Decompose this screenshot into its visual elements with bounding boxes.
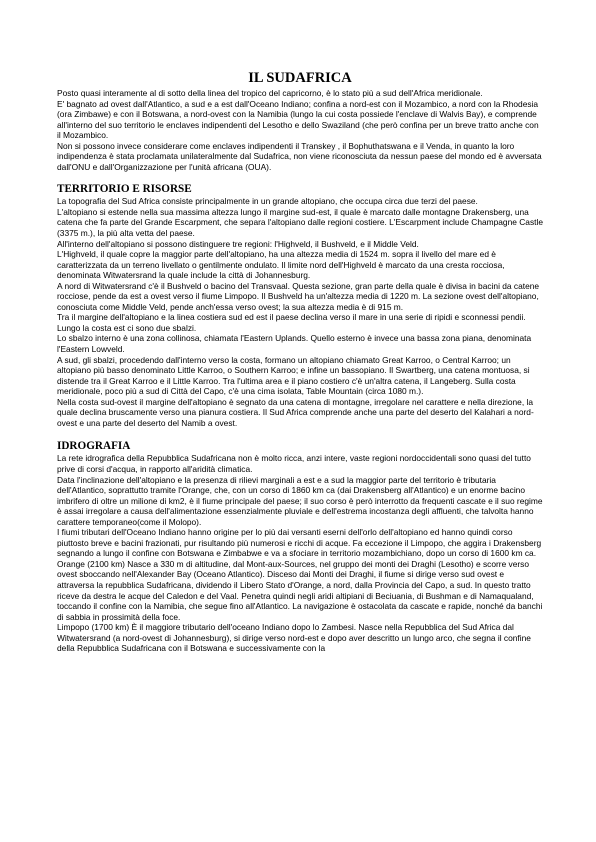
body-paragraph: La topografia del Sud Africa consiste principalmente in un grande altopiano, che occupa circa due terzi del paese. [57,196,478,207]
intro-paragraph: Posto quasi interamente al di sotto della linea del tropico del capricorno, è lo stato più a sud dell'Africa meridionale. [57,88,483,98]
territory-section [57,183,543,428]
body-paragraph: La rete idrografica della Repubblica Sudafricana non è molto ricca, anzi intere, vaste regioni nordoccidentali sono quasi del tutto prive di corsi d'acqua, in rapporto all'aridità climatica. [57,453,531,474]
hydrography-section [57,440,543,653]
body-paragraph: Lo sbalzo interno è una zona collinosa, chiamata l'Eastern Uplands. Quello esterno è invece una bassa zona piana, denominata l'Eastern Lowveld. [57,333,532,355]
intro-paragraph: Non si possono invece considerare come enclaves indipendenti il Transkey , il Bophuthatswana e il Venda, in quanto la loro indipendenza è stata proclamata unilateralmente dal Sudafrica, non viene riconosciuta da nessun paese del mondo ed è avversata dall'ONU e dall'Organizzazione per l'unità africana (OUA). [57,140,542,172]
section-heading-idrografia: IDROGRAFIA [57,440,131,453]
body-paragraph: I fiumi tributari dell'Oceano Indiano hanno origine per lo più dai versanti eserni dell'orlo dell'altopiano ed hanno quindi corso piuttosto breve e bacini frazionati, pur risultando più numerosi e ricchi di acque. Fa eccezione il Limpopo, che aggira i Drakensberg segnando a lungo il confine con Botswana e Zimbabwe e va a sfociare in territorio mozambichiano, dopo un corso di 1600 km ca. Orange (2100 km) Nasce a 330 m di altitudine, dal Mont-aux-Sources, nel gruppo dei monti dei Draghi (Lesotho) e scorre verso ovest sboccando nell'Alexander Bay (Oceano Atlantico). Disceso dai Monti dei Draghi, il fiume si dirige verso sud ovest e attraversa la repubblica Sudafricana, dividendo il Libero Stato d'Orange, a nord, dalla Provincia del Capo, a sud. In questo tratto riceve da destra le acque del Caledon e del Vaal. Penetra quindi negli aridi altipiani di Beciuania, di Bushman e di Namaqualand, toccando il confine con la Namibia, che segue fino all'Atlantico. La navigazione è ostacolata da cascate e rapide, nonché da banchi di sabbia in prossimità della foce. [57,527,543,622]
intro-section [57,88,543,172]
body-paragraph: All'interno dell'altopiano si possono distinguere tre regioni: l'Highveld, il Bushveld, e il Middle Veld. [57,238,419,249]
body-paragraph: Nella costa sud-ovest il margine dell'altopiano è segnato da una catena di montagne, irregolare nel carattere e nella direzione, la quale declina bruscamente verso una pianura costiera. Il Sud Africa comprende anche una parte del deserto del Kalahari a nord-ovest e una parte del deserto del Namib a ovest. [57,396,534,428]
intro-paragraph: E' bagnato ad ovest dall'Atlantico, a sud e a est dall'Oceano Indiano; confina a nord-est con il Mozambico, a nord con la Rhodesia (ora Zimbawe) e con il Botswana, a nord-ovest con la Namibia (lungo la cui costa possiede l'enclave di Walvis Bay), e comprende all'interno del suo territorio le enclaves indipendenti del Lesotho e dello Swaziland (che però confina per un breve tratto anche con il Mozambico. [57,98,539,141]
document-page [57,70,543,654]
body-paragraph: Tra il margine dell'altopiano e la linea costiera sud ed est il paese declina verso il mare in una serie di ripidi e sconnessi pendii. Lungo la costa est ci sono due sbalzi. [57,312,526,333]
body-paragraph: L'Highveld, il quale copre la maggior parte dell'altopiano, ha una altezza media di 1524 m. sopra il livello del mare ed è caratterizzata da un terreno livellato o gentilmente ondulato. Il limite nord dell'Highveld è marcato da una cresta rocciosa, denominata Witwatersrand la quale include la città di Johannesburg. [57,249,505,281]
body-paragraph: Limpopo (1700 km) È il maggiore tributario dell'oceano Indiano dopo lo Zambesi. Nasce nella Repubblica del Sud Africa dal Witwatersrand (a nord-ovest di Johannesburg), si dirige verso nord-est e dopo aver descritto un lungo arco, che segna il confine della Repubblica Sudafricana con il Botswana e successivamente con la [57,622,531,654]
body-paragraph: A nord di Witwatersrand c'è il Bushveld o bacino del Transvaal. Questa sezione, gran parte della quale è divisa in bacini da catene rocciose, pende da est a ovest verso il fiume Limpopo. Il Bushveld ha un'altezza media di 1220 m. La sezione ovest dell'altopiano, conosciuta come Middle Veld, pende anch'essa verso ovest; la sua altezza media è di 915 m. [57,280,540,312]
section-heading-territorio: TERRITORIO E RISORSE [57,183,192,196]
body-paragraph: A sud, gli sbalzi, procedendo dall'interno verso la costa, formano un altopiano chiamato Great Karroo, o Central Karroo; un altopiano più basso denominato Little Karroo, o Southern Karroo; e infine un bassopiano. Il Swartberg, una catena montuosa, si distende tra il Great Karroo e il Little Karroo. Tra l'ultima area e il piano costiero c'è un'altra catena, il Langeberg. Sulla costa meridionale, poco più a sud di Città del Capo, c'è una cima isolata, Table Mountain (circa 1080 m.). [57,354,530,397]
body-paragraph: L'altopiano si estende nella sua massima altezza lungo il margine sud-est, il quale è marcato dalle montagne Drakensberg, una catena che fa parte del Grande Escarpment, che separa l'altopiano dalle regioni costiere. L'Escarpment include Champagne Castle (3375 m.), la più alta vetta del paese. [57,206,543,239]
page-title: IL SUDAFRICA [248,70,352,86]
body-paragraph: Data l'inclinazione dell'altopiano e la presenza di rilievi marginali a est e a sud la maggior parte del territorio è tributaria dell'Atlantico, soprattutto tramite l'Orange, che, con un corso di 1860 km ca (dai Drakensberg all'Atlantico) e un enorme bacino imbrifero di oltre un milione di km2, è il fiume principale del paese; il suo corso è però interrotto da frequenti cascate e il suo regime è assai irregolare a causa dell'alimentazione essenzialmente pluviale e dell'estrema incostanza degli affluenti, che talvolta hanno carattere temporaneo(come il Molopo). [57,474,543,527]
